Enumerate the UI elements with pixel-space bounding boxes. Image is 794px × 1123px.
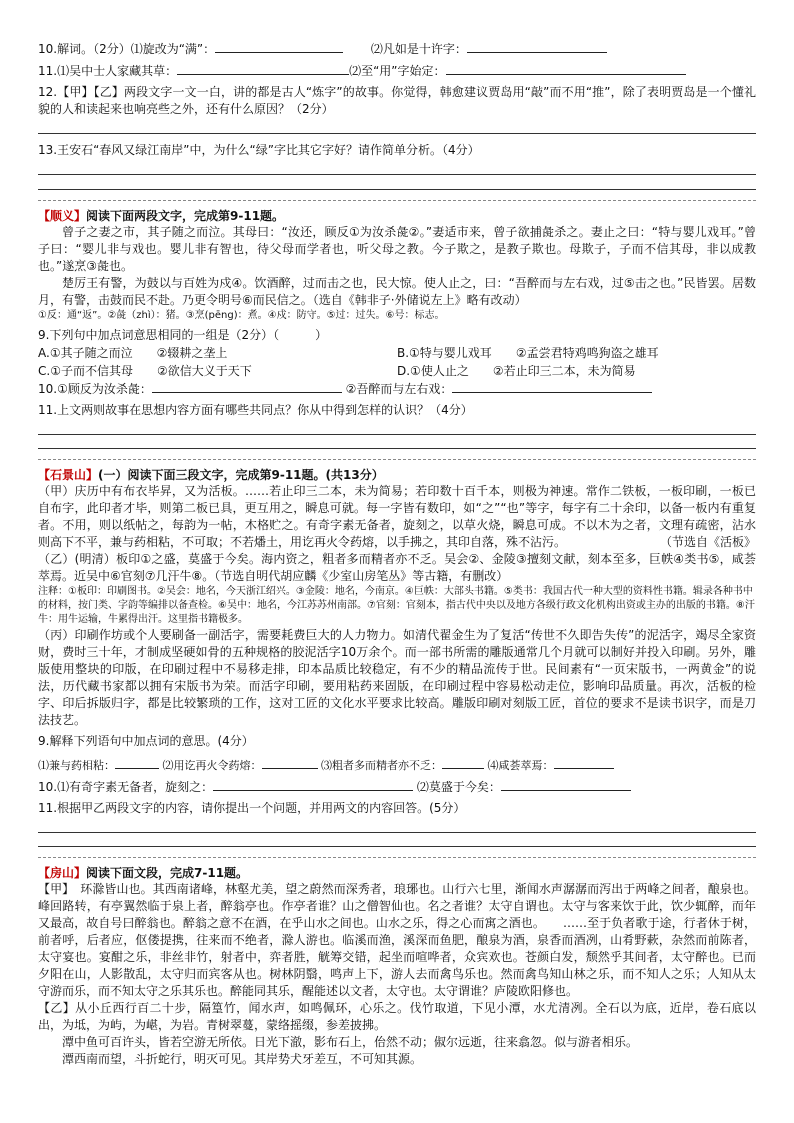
district-tag: 【顺义】 [38, 209, 87, 223]
option-a[interactable]: A.①其子随之而泣 ②辍耕之垄上 [38, 346, 228, 360]
passage-paragraph: 楚厉王有警，为鼓以与百姓为戍④。饮酒醉，过而击之也，民大惊。使人止之，曰：“吾醉而与左右戏，过⑤击之也。”民皆罢。居数月，有警，击鼓而民不赴。乃更令明号⑥而民信之。（选自《韩非子·外储说左上》略有改动） [38, 276, 756, 307]
passage-paragraph: 【甲】 环滁皆山也。其西南诸峰，林壑尤美，望之蔚然而深秀者，琅琊也。山行六七里，渐闻水声潺潺而泻出于两峰之间者，酿泉也。峰回路转，有亭翼然临于泉上者，醉翁亭也。作亭者谁？山之僧智仙也。名之者谁？太守自谓也。太守与客来饮于此，饮少辄醉，而年又最高，故自号曰醉翁也。醉翁之意不在酒，在乎山水之间也。山水之乐，得之心而寓之酒也。 ……至于负者歌于途，行者休于树，前者呼，后者应，伛偻提携，往来而不绝者，滁人游也。临溪而渔，溪深而鱼肥，酿泉为酒，泉香而酒冽，山肴野蔌，杂然而前陈者，太守宴也。宴酣之乐，非丝非竹，射者中，弈者胜，觥筹交错，起坐而喧哗者，众宾欢也。苍颜白发，颓然乎其间者，太守醉也。已而夕阳在山，人影散乱，太守归而宾客从也。树林阴翳，鸣声上下，游人去而禽鸟乐也。然而禽鸟知山林之乐，而不知人之乐；人知从太守游而乐，而不知太守之乐其乐也。醉能同其乐，醒能述以文者，太守也。太守谓谁？庐陵欧阳修也。 [38, 882, 756, 998]
answer-blank[interactable] [452, 380, 652, 393]
section-header-shunyi: 【顺义】阅读下面两段文字，完成第9-11题。 [38, 200, 756, 224]
options-row [38, 344, 756, 362]
answer-line[interactable] [38, 189, 756, 190]
passage-paragraph: （甲）庆历中有布衣毕昇，又为活板。……若止印三二本，未为简易；若印数十百千本，则极为神速。常作二铁板，一板印刷，一板已自布字，此印者才毕，则第二板已具，更互用之，瞬息可就。每一字皆有数印，如“之”“也”等字，每字有二十余印，以备一板内有重复者。不用，则以纸帖之，每韵为一帖，木格贮之。有奇字素无备者，旋刻之，以草火烧，瞬息可成。不以木为之者，文理有疏密，沾水则高下不平，兼与药相粘，不可取；不若燔土，用讫再火令药熔，以手拂之，其印自落，殊不沾污。 （节选自《活板》 [38, 484, 756, 549]
answer-blank[interactable] [177, 62, 349, 75]
passage-paragraph: （乙）(明清）板印①之盛，莫盛于今矣。海内资之，粗者多而精者亦不乏。吴会②、金陵③擅刻文献，刻本至多，巨帙④类书⑤，咸荟萃焉。近吴中⑥官刻⑦几汗牛⑧。（节选自明代胡应麟《少室山房笔丛》等古籍，有删改） [38, 552, 756, 583]
question-9-items: ⑴兼与药相粘： ⑵用讫再火令药熔： ⑶粗者多而精者亦不乏： ⑷咸荟萃焉： [38, 756, 756, 774]
answer-blank[interactable] [554, 756, 614, 769]
answer-line[interactable] [38, 832, 756, 833]
answer-line[interactable] [38, 448, 756, 449]
answer-blank[interactable] [467, 40, 607, 53]
passage-paragraph: 潭西南而望，斗折蛇行，明灭可见。其岸势犬牙差互，不可知其源。 [62, 1052, 423, 1066]
answer-blank[interactable] [442, 756, 484, 769]
question-9-shunyi: 9.下列句中加点词意思相同的一组是（2分）（ ） [38, 328, 328, 342]
answer-blank[interactable] [446, 62, 686, 75]
question-11-shijingshan: 11.根据甲乙两段文字的内容，请你提出一个问题，并用两文的内容回答。(5分） [38, 801, 466, 815]
passage-paragraph: 曾子之妻之市，其子随之而泣。其母曰：“汝还，顾反①为汝杀彘②。”妻适市来，曾子欲捕彘杀之。妻止之曰：“特与婴儿戏耳。”曾子曰：“婴儿非与戏也。婴儿非有智也，待父母而学者也，听父母之教。今子欺之，是教子欺也。母欺子，子而不信其母，非以成教也。”遂烹③彘也。 [38, 225, 756, 273]
footnotes: 注释：①板印：印刷图书。②吴会：地名，今天浙江绍兴。③金陵：地名，今南京。④巨帙：大部头书籍。⑤类书：我国古代一种大型的资料性书籍。辑录各种书中的材料，按门类、字韵等编排以备查检。⑥吴中：地名，今江苏苏州南部。⑦官刻：官刻本，指古代中央以及地方各级行政文化机构出资或主办的出版的书籍。⑧汗牛：用牛运输，牛累得出汗。这里指书籍极多。 [38, 586, 755, 625]
district-tag: 【石景山】 [38, 468, 99, 482]
answer-line[interactable] [38, 434, 756, 435]
answer-blank[interactable] [115, 756, 159, 769]
answer-line[interactable] [38, 846, 756, 847]
answer-line[interactable] [38, 174, 756, 175]
option-d[interactable]: D.①使人止之 ②若止印三二本，未为简易 [397, 364, 636, 378]
passage-paragraph: （丙）印刷作坊或个人要刷备一副活字，需要耗费巨大的人力物力。如清代翟金生为了复活“传世不久即告失传”的泥活字，竭尽全家资财，费时三十年，才制成坚硬如骨的五种规格的胶泥活字10万余个。而一部书所需的雕版通常几个月就可以制好并投入印刷。另外，雕版使用整块的印版，在印刷过程中不易移走排，印本品质比较稳定，有不少的精品流传于世。民间素有“一页宋版书，一两黄金”的说法，历代藏书家都以拥有宋版书为荣。而活字印刷，要用粘药来固版，在印刷过程中容易松动走位，影响印品质量。再次，活板的检字、印后拆版归字，都是比较繁琐的工作，这对工匠的文化水平要求比较高。雕版印刷对刻版工匠，首位的要求不是读书识字，而是刀法技艺。 [38, 628, 756, 727]
question-11-top: 11.⑴吴中士人家藏其草： ⑵至“用”字始定： [38, 62, 756, 80]
options-row [38, 362, 756, 380]
question-12-top: 12.【甲】【乙】两段文字一文一白，讲的都是古人“炼字”的故事。你觉得，韩愈建议贾岛用“敲”而不用“推”，除了表明贾岛是一个懂礼貌的人和读起来也响亮些之外，还有什么原因？（2分） [38, 85, 756, 116]
answer-blank[interactable] [213, 778, 413, 791]
section-header-fangshan: 【房山】阅读下面文段，完成7-11题。 [38, 857, 756, 881]
question-10-shijingshan: 10.⑴有奇字素无备者，旋刻之： ⑵莫盛于今矣： [38, 778, 756, 796]
option-b[interactable]: B.①特与婴儿戏耳 ②孟尝君特鸡鸣狗盗之雄耳 [397, 346, 659, 360]
answer-blank[interactable] [215, 40, 343, 53]
passage-paragraph: 潭中鱼可百许头，皆若空游无所依。日光下澈，影布石上，佁然不动；俶尔远逝，往来翕忽。似与游者相乐。 [62, 1035, 639, 1049]
footnotes: ①反：通“返”。②彘（zhì）：猪。③烹(pēng)：煮。④戍：防守。⑤过：过失。⑥号：标志。 [38, 310, 445, 321]
question-11-shunyi: 11.上文两则故事在思想内容方面有哪些共同点？你从中得到怎样的认识？（4分） [38, 403, 473, 417]
question-13-top: 13.王安石“春风又绿江南岸”中，为什么“绿”字比其它字好？请作简单分析。（4分） [38, 143, 480, 157]
question-9-shijingshan: 9.解释下列语句中加点词的意思。(4分） [38, 734, 254, 748]
option-c[interactable]: C.①子而不信其母 ②欲信大义于天下 [38, 364, 252, 378]
district-tag: 【房山】 [38, 866, 87, 880]
exam-page [38, 40, 756, 1068]
answer-blank[interactable] [152, 380, 342, 393]
question-10-top: 10.解词。（2分）⑴旋改为“满”： ⑵凡如是十许字： [38, 40, 756, 58]
answer-blank[interactable] [262, 756, 318, 769]
passage-paragraph: 【乙】从小丘西行百二十步，隔篁竹，闻水声，如鸣佩环，心乐之。伐竹取道，下见小潭，水尤清冽。全石以为底，近岸，卷石底以出，为坻，为屿，为嵁，为岩。青树翠蔓，蒙络摇缀，参差披拂。 [38, 1001, 756, 1032]
question-10-shunyi: 10.①顾反为汝杀彘： ②吾醉而与左右戏： [38, 380, 756, 398]
section-header-shijingshan: 【石景山】(一）阅读下面三段文字，完成第9-11题。(共13分） [38, 459, 756, 483]
answer-line[interactable] [38, 133, 756, 134]
answer-blank[interactable] [501, 778, 631, 791]
